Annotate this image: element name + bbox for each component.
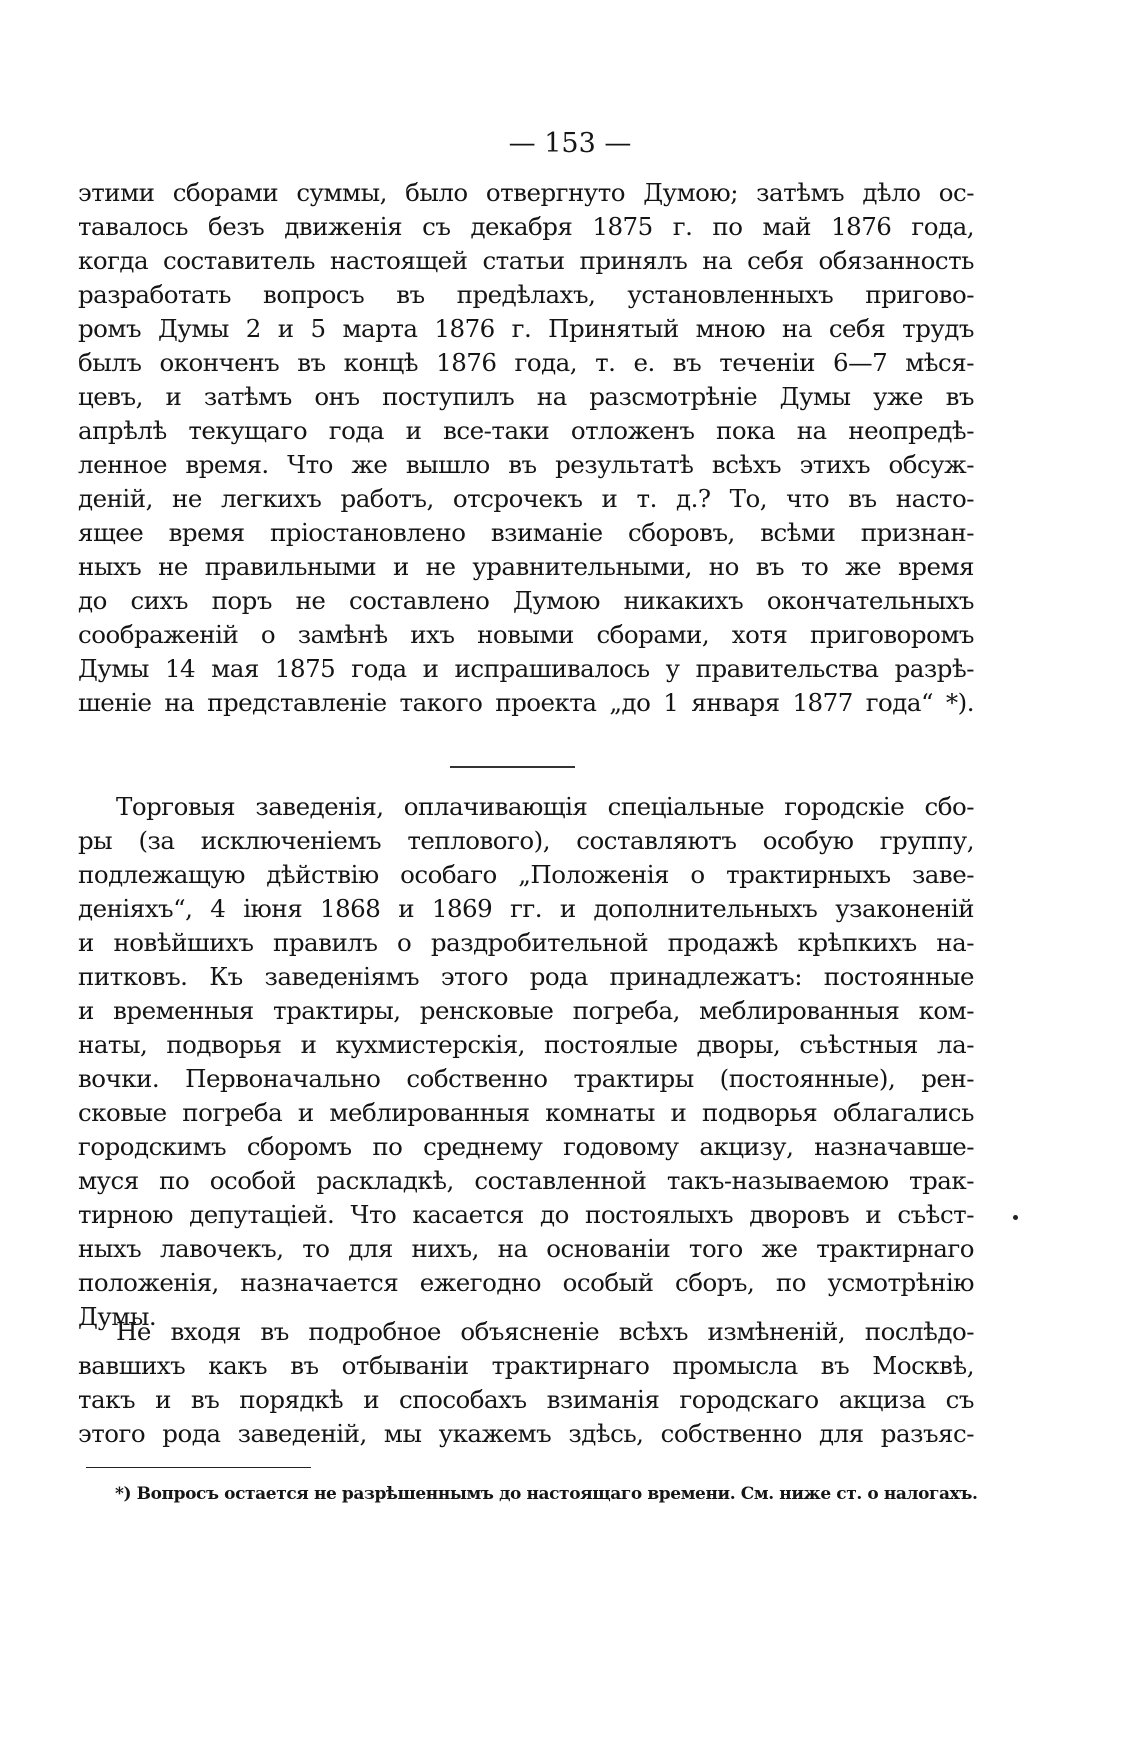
- text-line: ныхъ лавочекъ, то для нихъ, на основаніи того же трактирнаго: [78, 1234, 974, 1263]
- text-line: деній, не легкихъ работъ, отсрочекъ и т. д.? То, что въ насто-: [78, 484, 974, 513]
- footnote: *) Вопросъ остается не разрѣшеннымъ до настоящаго времени. См. ниже ст. о налогахъ.: [115, 1484, 978, 1504]
- text-line: городскимъ сборомъ по среднему годовому акцизу, назначавше-: [78, 1132, 974, 1161]
- text-line: шеніе на представленіе такого проекта „до 1 января 1877 года“ *).: [78, 688, 974, 717]
- text-line: до сихъ поръ не составлено Думою никакихъ окончательныхъ: [78, 586, 974, 615]
- section-separator: [450, 766, 575, 768]
- text-line: былъ оконченъ въ концѣ 1876 года, т. е. въ теченіи 6—7 мѣся-: [78, 348, 974, 377]
- text-line: ры (за исключеніемъ теплового), составляютъ особую группу,: [78, 826, 974, 855]
- footnote-rule: [86, 1467, 311, 1468]
- text-line: Думы 14 мая 1875 года и испрашивалось у правительства разрѣ-: [78, 654, 974, 683]
- text-line: тавалось безъ движенія съ декабря 1875 г. по май 1876 года,: [78, 212, 974, 241]
- text-line: такъ и въ порядкѣ и способахъ взиманія городскаго акциза съ: [78, 1385, 974, 1414]
- paragraph-1: [78, 176, 974, 720]
- text-line: тирною депутаціей. Что касается до постоялыхъ дворовъ и съѣст-: [78, 1200, 974, 1229]
- text-line: питковъ. Къ заведеніямъ этого рода принадлежатъ: постоянные: [78, 962, 974, 991]
- text-line: и новѣйшихъ правилъ о раздробительной продажѣ крѣпкихъ на-: [78, 928, 974, 957]
- page-number: — 153 —: [508, 128, 632, 159]
- text-line: муся по особой раскладкѣ, составленной такъ-называемою трак-: [78, 1166, 974, 1195]
- text-line: этими сборами суммы, было отвергнуто Думою; затѣмъ дѣло ос-: [78, 178, 974, 207]
- text-line: сковые погреба и меблированныя комнаты и подворья облагались: [78, 1098, 974, 1127]
- text-line: этого рода заведеній, мы укажемъ здѣсь, собственно для разъяс-: [78, 1419, 974, 1448]
- print-speck: [1013, 1215, 1018, 1220]
- text-line: и временныя трактиры, ренсковые погреба, меблированныя ком-: [78, 996, 974, 1025]
- text-line: соображеній о замѣнѣ ихъ новыми сборами, хотя приговоромъ: [78, 620, 974, 649]
- text-line: Торговыя заведенія, оплачивающія спеціальные городскіе сбо-: [116, 792, 974, 821]
- text-line: ленное время. Что же вышло въ результатѣ всѣхъ этихъ обсуж-: [78, 450, 974, 479]
- text-line: ныхъ не правильными и не уравнительными, но въ то же время: [78, 552, 974, 581]
- text-line: разработать вопросъ въ предѣлахъ, установленныхъ пригово-: [78, 280, 974, 309]
- text-line: ромъ Думы 2 и 5 марта 1876 г. Принятый мною на себя трудъ: [78, 314, 974, 343]
- paragraph-2: [78, 790, 974, 1334]
- text-line: вочки. Первоначально собственно трактиры (постоянные), рен-: [78, 1064, 974, 1093]
- text-line: положенія, назначается ежегодно особый сборъ, по усмотрѣнію: [78, 1268, 974, 1297]
- paragraph-3: [78, 1315, 974, 1451]
- text-line: деніяхъ“, 4 іюня 1868 и 1869 гг. и дополнительныхъ узаконеній: [78, 894, 974, 923]
- text-line: подлежащую дѣйствію особаго „Положенія о трактирныхъ заве-: [78, 860, 974, 889]
- text-line: вавшихъ какъ въ отбываніи трактирнаго промысла въ Москвѣ,: [78, 1351, 974, 1380]
- text-line: апрѣлѣ текущаго года и все-таки отложенъ пока на неопредѣ-: [78, 416, 974, 445]
- text-line: Думы.: [78, 1302, 157, 1331]
- text-line: когда составитель настоящей статьи принялъ на себя обязанность: [78, 246, 974, 275]
- text-line: цевъ, и затѣмъ онъ поступилъ на разсмотрѣніе Думы уже въ: [78, 382, 974, 411]
- text-line: Не входя въ подробное объясненіе всѣхъ измѣненій, послѣдо-: [116, 1317, 974, 1346]
- text-line: ящее время пріостановлено взиманіе сборовъ, всѣми признан-: [78, 518, 974, 547]
- text-line: наты, подворья и кухмистерскія, постоялые дворы, съѣстныя ла-: [78, 1030, 974, 1059]
